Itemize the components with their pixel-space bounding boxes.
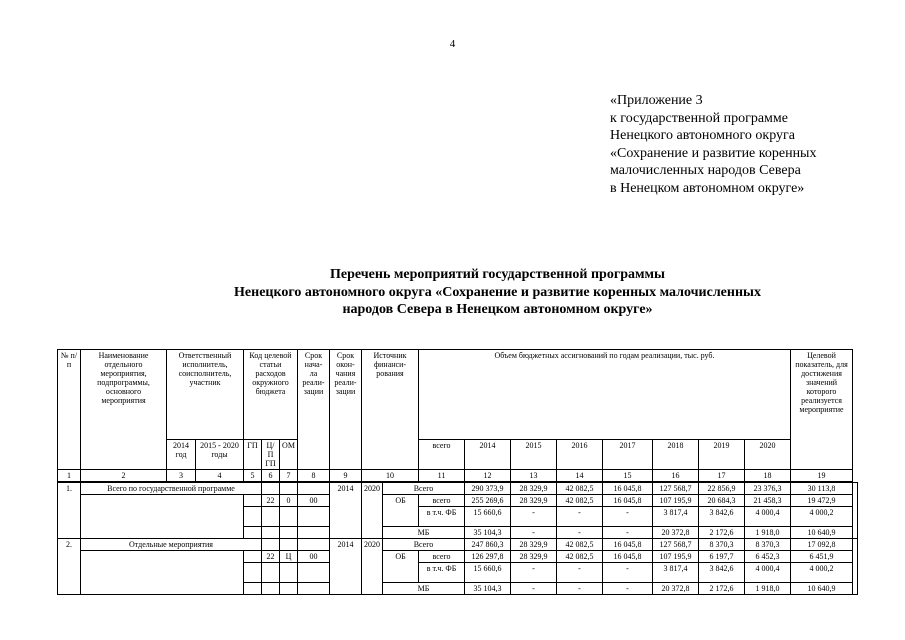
amount-cell: 20 372,8 [653, 583, 699, 595]
amount-cell: 28 329,9 [511, 539, 557, 551]
source-label: ОБ [383, 551, 419, 583]
title-line: Перечень мероприятий государственной программы [330, 267, 665, 282]
code-gp: 22 [262, 551, 280, 563]
header-volume: Объем бюджетных ассигнований по годам реализации, тыс. руб. [419, 350, 791, 440]
amount-cell: 1 918,0 [745, 527, 791, 539]
end-year: 2020 [362, 482, 383, 539]
amount-cell: 8 370,3 [745, 539, 791, 551]
blank-cell [244, 583, 262, 595]
code-om-cell [298, 482, 330, 495]
code-om: 00 [298, 551, 330, 563]
amount-cell: - [603, 583, 653, 595]
source-label: Всего [383, 482, 465, 495]
amount-cell: 42 082,5 [557, 539, 603, 551]
row-name: Отдельные мероприятия [81, 539, 262, 551]
column-index: 15 [603, 470, 653, 483]
amount-cell: 255 269,6 [465, 495, 511, 507]
appendix-note [610, 92, 816, 197]
blank-cell [262, 507, 280, 527]
blank-cell [280, 527, 298, 539]
code-gp-cell [262, 539, 280, 551]
source-label: МБ [383, 527, 465, 539]
blank-cell [280, 563, 298, 583]
start-year: 2014 [330, 482, 362, 539]
amount-cell: 30 113,8 [791, 482, 853, 495]
column-index: 16 [653, 470, 699, 483]
amount-cell: 22 856,9 [699, 482, 745, 495]
amount-cell: 4 000,4 [745, 507, 791, 527]
column-index: 10 [362, 470, 419, 483]
source-label: МБ [383, 583, 465, 595]
amount-cell: 15 660,6 [465, 507, 511, 527]
amount-cell: 16 045,8 [603, 539, 653, 551]
amount-cell: 2 172,6 [699, 583, 745, 595]
amount-cell: 35 104,3 [465, 583, 511, 595]
column-index: 14 [557, 470, 603, 483]
amount-cell: 20 684,3 [699, 495, 745, 507]
code-cpgp: 0 [280, 495, 298, 507]
header-year: 2017 [603, 440, 653, 470]
header-num: № п/п [58, 350, 81, 470]
amount-cell: 28 329,9 [511, 551, 557, 563]
amount-cell: 126 297,8 [465, 551, 511, 563]
header-code: Код целевой статьи расходов окружного бюджета [244, 350, 298, 440]
column-index: 8 [298, 470, 330, 483]
amount-cell: - [557, 563, 603, 583]
table-row [58, 539, 858, 551]
title-line: Ненецкого автономного округа «Сохранение и развитие коренных малочисленных [234, 284, 761, 300]
amount-cell: 10 640,9 [791, 583, 853, 595]
amount-cell: 35 104,3 [465, 527, 511, 539]
amount-cell: 8 370,3 [699, 539, 745, 551]
code-cpgp-cell [280, 482, 298, 495]
amount-cell: 21 458,3 [745, 495, 791, 507]
source-sub: всего [419, 551, 465, 563]
header-year: 2018 [653, 440, 699, 470]
header-total: всего [419, 440, 465, 470]
blank-cell [280, 507, 298, 527]
amount-cell: 3 842,6 [699, 507, 745, 527]
measures-table [57, 349, 858, 595]
header-start: Срок нача- ла реали- зации [298, 350, 330, 470]
amount-cell: - [603, 527, 653, 539]
amount-cell: 107 195,9 [653, 551, 699, 563]
appendix-line: в Ненецком автономном округе» [610, 180, 805, 196]
header-code-om: ОМ [280, 440, 298, 470]
amount-cell: - [511, 563, 557, 583]
amount-cell: 15 660,6 [465, 563, 511, 583]
amount-cell: 16 045,8 [603, 495, 653, 507]
blank-cell [280, 583, 298, 595]
header-code-gp: ГП [244, 440, 262, 470]
column-index: 9 [330, 470, 362, 483]
column-index: 6 [262, 470, 280, 483]
amount-cell: 1 918,0 [745, 583, 791, 595]
code-om: 00 [298, 495, 330, 507]
code-gp: 22 [262, 495, 280, 507]
table-row [58, 482, 858, 495]
amount-cell: 6 197,7 [699, 551, 745, 563]
blank-cell [298, 507, 330, 527]
page-number: 4 [449, 38, 456, 50]
amount-cell: - [557, 507, 603, 527]
amount-cell: - [603, 563, 653, 583]
blank-cell [298, 583, 330, 595]
column-index: 11 [419, 470, 465, 483]
amount-cell: 28 329,9 [511, 495, 557, 507]
blank-cell [244, 551, 262, 563]
code-om-cell [298, 539, 330, 551]
amount-cell: - [557, 527, 603, 539]
blank-cell [81, 495, 244, 539]
blank-cell [262, 527, 280, 539]
amount-cell: 16 045,8 [603, 482, 653, 495]
amount-cell: 107 195,9 [653, 495, 699, 507]
column-index: 2 [81, 470, 167, 483]
amount-cell: 127 568,7 [653, 482, 699, 495]
amount-cell: 17 092,8 [791, 539, 853, 551]
amount-cell: 3 817,4 [653, 563, 699, 583]
source-sub: всего [419, 495, 465, 507]
amount-cell: 2 172,6 [699, 527, 745, 539]
table-row [58, 495, 858, 507]
blank-cell [81, 551, 244, 595]
amount-cell: 28 329,9 [511, 482, 557, 495]
appendix-line: к государственной программе [610, 110, 788, 126]
header-year: 2015 [511, 440, 557, 470]
appendix-line: «Приложение 3 [610, 93, 703, 108]
column-index: 17 [699, 470, 745, 483]
header-resp-2014: 2014 год [167, 440, 196, 470]
blank-cell [262, 563, 280, 583]
amount-cell: 23 376,3 [745, 482, 791, 495]
code-cpgp: Ц [280, 551, 298, 563]
header-target: Целевой показатель, для достижения значений которого реализуется мероприятие [791, 350, 853, 470]
blank-cell [244, 563, 262, 583]
code-gp-cell [262, 482, 280, 495]
document-title [0, 266, 905, 319]
appendix-line: «Сохранение и развитие коренных [610, 145, 817, 161]
header-end: Срок окон- чания реали- зации [330, 350, 362, 470]
blank-cell [244, 527, 262, 539]
blank-cell [262, 583, 280, 595]
header-year: 2014 [465, 440, 511, 470]
amount-cell: - [557, 583, 603, 595]
amount-cell: - [511, 583, 557, 595]
start-year: 2014 [330, 539, 362, 595]
amount-cell: 3 842,6 [699, 563, 745, 583]
header-code-cpgp: Ц/П ГП [262, 440, 280, 470]
row-num: 2. [58, 539, 81, 595]
target-cell [853, 539, 858, 595]
header-year: 2019 [699, 440, 745, 470]
amount-cell: 42 082,5 [557, 482, 603, 495]
amount-cell: - [511, 527, 557, 539]
column-index: 3 [167, 470, 196, 483]
amount-cell: 42 082,5 [557, 495, 603, 507]
column-index: 4 [196, 470, 244, 483]
column-index: 12 [465, 470, 511, 483]
header-responsible: Ответственный исполнитель, соисполнитель, участник [167, 350, 244, 440]
column-index: 18 [745, 470, 791, 483]
amount-cell: 42 082,5 [557, 551, 603, 563]
amount-cell: 4 000,2 [791, 563, 853, 583]
column-index: 19 [791, 470, 853, 483]
column-index: 13 [511, 470, 557, 483]
source-sub: в т.ч. ФБ [419, 507, 465, 527]
code-cpgp-cell [280, 539, 298, 551]
amount-cell: 3 817,4 [653, 507, 699, 527]
amount-cell: 20 372,8 [653, 527, 699, 539]
row-num: 1. [58, 482, 81, 539]
amount-cell: - [511, 507, 557, 527]
amount-cell: 127 568,7 [653, 539, 699, 551]
appendix-line: Ненецкого автономного округа [610, 128, 795, 143]
amount-cell: 247 860,3 [465, 539, 511, 551]
source-sub: в т.ч. ФБ [419, 563, 465, 583]
header-resp-2015-2020: 2015 - 2020 годы [196, 440, 244, 470]
amount-cell: 290 373,9 [465, 482, 511, 495]
blank-cell [244, 507, 262, 527]
column-index: 5 [244, 470, 262, 483]
source-label: Всего [383, 539, 465, 551]
blank-cell [298, 563, 330, 583]
blank-cell [244, 495, 262, 507]
blank-cell [298, 527, 330, 539]
header-year: 2020 [745, 440, 791, 470]
amount-cell: 10 640,9 [791, 527, 853, 539]
target-cell [853, 482, 858, 539]
title-line: народов Севера в Ненецком автономном округе» [342, 302, 653, 317]
header-year: 2016 [557, 440, 603, 470]
header-source: Источник финанси- рования [362, 350, 419, 470]
column-index: 1 [58, 470, 81, 483]
table-row [58, 551, 858, 563]
amount-cell: 19 472,9 [791, 495, 853, 507]
column-index-row [58, 470, 858, 483]
amount-cell: 6 451,9 [791, 551, 853, 563]
amount-cell: 6 452,3 [745, 551, 791, 563]
amount-cell: 16 045,8 [603, 551, 653, 563]
header-name: Наименование отдельного мероприятия, подпрограммы, основного мероприятия [81, 350, 167, 470]
row-name: Всего по государственной программе [81, 482, 262, 495]
column-index: 7 [280, 470, 298, 483]
end-year: 2020 [362, 539, 383, 595]
amount-cell: - [603, 507, 653, 527]
amount-cell: 4 000,4 [745, 563, 791, 583]
amount-cell: 4 000,2 [791, 507, 853, 527]
source-label: ОБ [383, 495, 419, 527]
appendix-line: малочисленных народов Севера [610, 163, 801, 178]
